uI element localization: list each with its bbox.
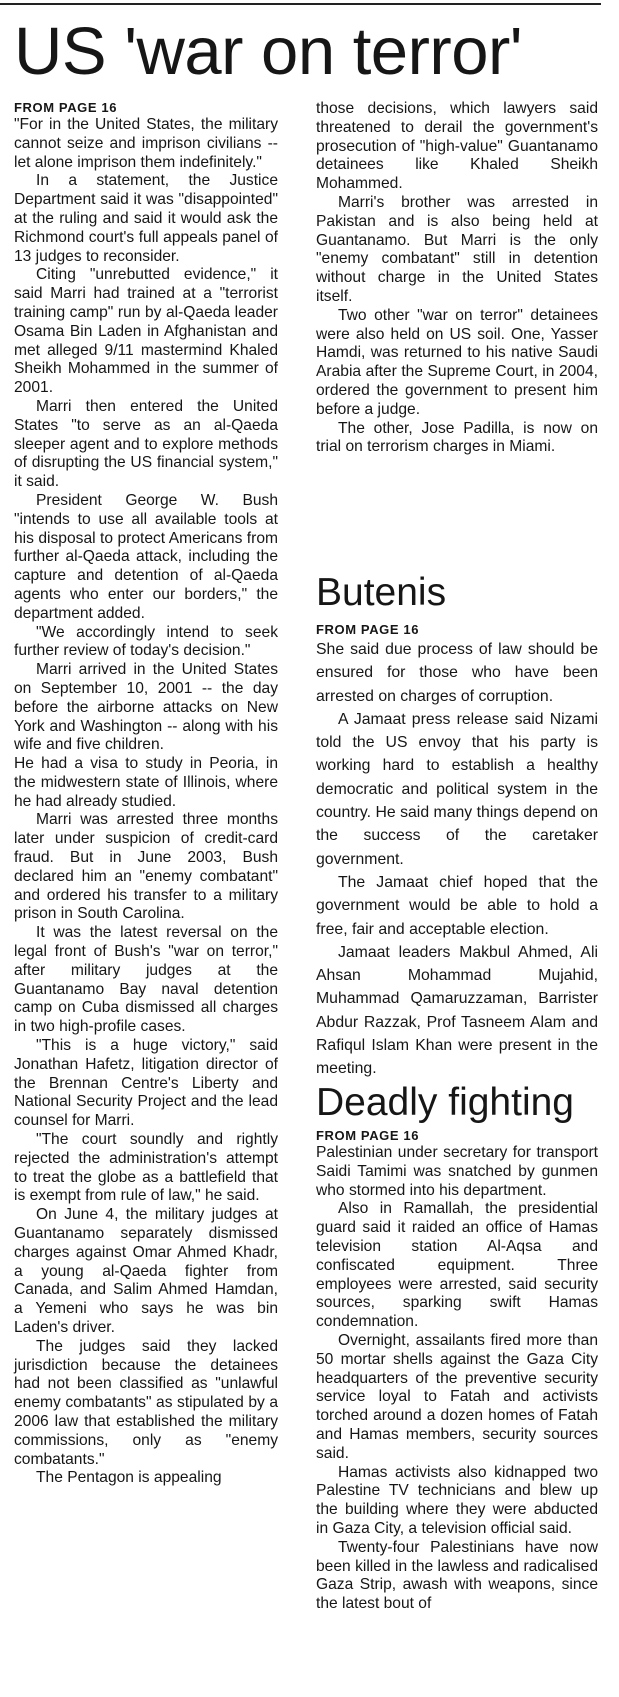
main-paragraph: The judges said they lacked jurisdiction because the detainees had not been classified as "unlawful enemy combatants" as stipulated by a 2006 law that established the military commissions, only as "enemy combatants." bbox=[14, 1337, 278, 1468]
main-paragraph: The Pentagon is appealing bbox=[36, 1469, 222, 1487]
main-story-left-column bbox=[14, 100, 278, 1488]
top-rule bbox=[0, 3, 601, 5]
deadly-fighting-paragraph: Twenty-four Palestinians have now been killed in the lawless and radicalised Gaza Strip, awash with weapons, since the latest bout of bbox=[316, 1538, 598, 1613]
main-paragraph: "We accordingly intend to seek further review of today's decision." bbox=[14, 623, 278, 660]
main-paragraph: On June 4, the military judges at Guantanamo separately dismissed charges against Omar Ahmed Khadr, a young al-Qaeda fighter from Canada, and Salim Ahmed Hamdan, a Yemeni who says he was bin Laden's driver. bbox=[14, 1206, 278, 1336]
main-paragraph: In a statement, the Justice Department said it was "disappointed" at the ruling and said it would ask the Richmond court's full appeals panel of 13 judges to reconsider. bbox=[14, 172, 278, 265]
butenis-headline: Butenis bbox=[316, 571, 447, 614]
deadly-fighting-paragraph: Also in Ramallah, the presidential guard said it raided an office of Hamas television station Al-Aqsa and confiscated equipment. Three employees were arrested, said security sources, sparking swift Hamas condemnation. bbox=[316, 1200, 598, 1331]
deadly-fighting-story bbox=[316, 1080, 598, 1614]
main-story-kicker: FROM PAGE 16 bbox=[14, 100, 118, 115]
main-paragraph: those decisions, which lawyers said threatened to derail the government's prosecution of "high-value" Guantanamo detainees like Khaled Sheikh Mohammed. bbox=[316, 100, 598, 193]
deadly-fighting-paragraph: Palestinian under secretary for transport Saidi Tamimi was snatched by gunmen who stormed into his department. bbox=[316, 1144, 598, 1199]
main-paragraph: He had a visa to study in Peoria, in the midwestern state of Illinois, where he had already studied. bbox=[14, 755, 278, 810]
butenis-paragraph: Jamaat leaders Makbul Ahmed, Ali Ahsan Mohammad Mujahid, Muhammad Qamaruzzaman, Barrister Abdur Razzak, Prof Tasneem Alam and Rafiqul Islam Khan were present in the meeting. bbox=[316, 943, 598, 1078]
butenis-paragraph: The Jamaat chief hoped that the government would be able to hold a free, fair and acceptable election. bbox=[316, 873, 598, 938]
deadly-fighting-paragraph: Hamas activists also kidnapped two Palestine TV technicians and blew up the building where they were abducted in Gaza City, a television official said. bbox=[316, 1463, 598, 1537]
butenis-paragraph: She said due process of law should be ensured for those who have been arrested on charges of corruption. bbox=[316, 641, 598, 705]
main-paragraph: The other, Jose Padilla, is now on trial on terrorism charges in Miami. bbox=[316, 419, 598, 456]
main-paragraph: Two other "war on terror" detainees were also held on US soil. One, Yasser Hamdi, was returned to his native Saudi Arabia after the Supreme Court, in 2004, ordered the government to present him before a judge. bbox=[316, 306, 598, 418]
main-paragraph: Marri arrived in the United States on September 10, 2001 -- the day before the airborne attacks on New York and Washington -- along with his wife and five children. bbox=[14, 661, 278, 754]
main-paragraph: Marri then entered the United States "to serve as an al-Qaeda sleeper agent and to explore methods of disrupting the US financial system," it said. bbox=[14, 397, 278, 491]
deadly-fighting-headline: Deadly fighting bbox=[316, 1081, 574, 1124]
main-paragraph: "For in the United States, the military cannot seize and imprison civilians -- let alone imprison them indefinitely." bbox=[14, 116, 278, 171]
main-paragraph: President George W. Bush "intends to use all available tools at his disposal to protect Americans from further al-Qaeda attack, including the capture and detention of al-Qaeda agents who enter our borders," the department added. bbox=[14, 491, 278, 622]
main-headline: US 'war on terror' bbox=[14, 14, 523, 89]
deadly-fighting-kicker: FROM PAGE 16 bbox=[316, 1128, 420, 1143]
main-paragraph: "The court soundly and rightly rejected the administration's attempt to treat the globe as a battlefield that is exempt from rule of law," he said. bbox=[14, 1131, 278, 1205]
deadly-fighting-paragraph: Overnight, assailants fired more than 50 mortar shells against the Gaza City headquarters of the preventive security service loyal to Fatah and activists torched around a dozen homes of Fatah and Hamas members, security sources said. bbox=[316, 1331, 598, 1462]
main-paragraph: Citing "unrebutted evidence," it said Marri had trained at a "terrorist training camp" run by al-Qaeda leader Osama Bin Laden in Afghanistan and met alleged 9/11 mastermind Khaled Sheikh Mohammed in the summer of 2001. bbox=[14, 266, 278, 397]
butenis-paragraph: A Jamaat press release said Nizami told the US envoy that his party is working hard to establish a healthy democratic and political system in the country. He said many things depend on the success of the caretaker government. bbox=[316, 710, 598, 868]
main-story-right-column bbox=[316, 100, 598, 457]
main-paragraph: It was the latest reversal on the legal front of Bush's "war on terror," after military judges at the Guantanamo Bay naval detention camp on Cuba dismissed all charges in two high-profile cases. bbox=[14, 924, 278, 1036]
butenis-story bbox=[316, 570, 598, 1081]
main-paragraph: Marri's brother was arrested in Pakistan and is also being held at Guantanamo. But Marri is the only "enemy combatant" still in detention without charge in the United States itself. bbox=[316, 193, 598, 305]
main-paragraph: Marri was arrested three months later under suspicion of credit-card fraud. But in June 2003, Bush declared him an "enemy combatant" and ordered his transfer to a military prison in South Carolina. bbox=[14, 811, 278, 923]
main-paragraph: "This is a huge victory," said Jonathan Hafetz, litigation director of the Brennan Centre's Liberty and National Security Project and the lead counsel for Marri. bbox=[14, 1037, 278, 1130]
butenis-kicker: FROM PAGE 16 bbox=[316, 622, 420, 637]
